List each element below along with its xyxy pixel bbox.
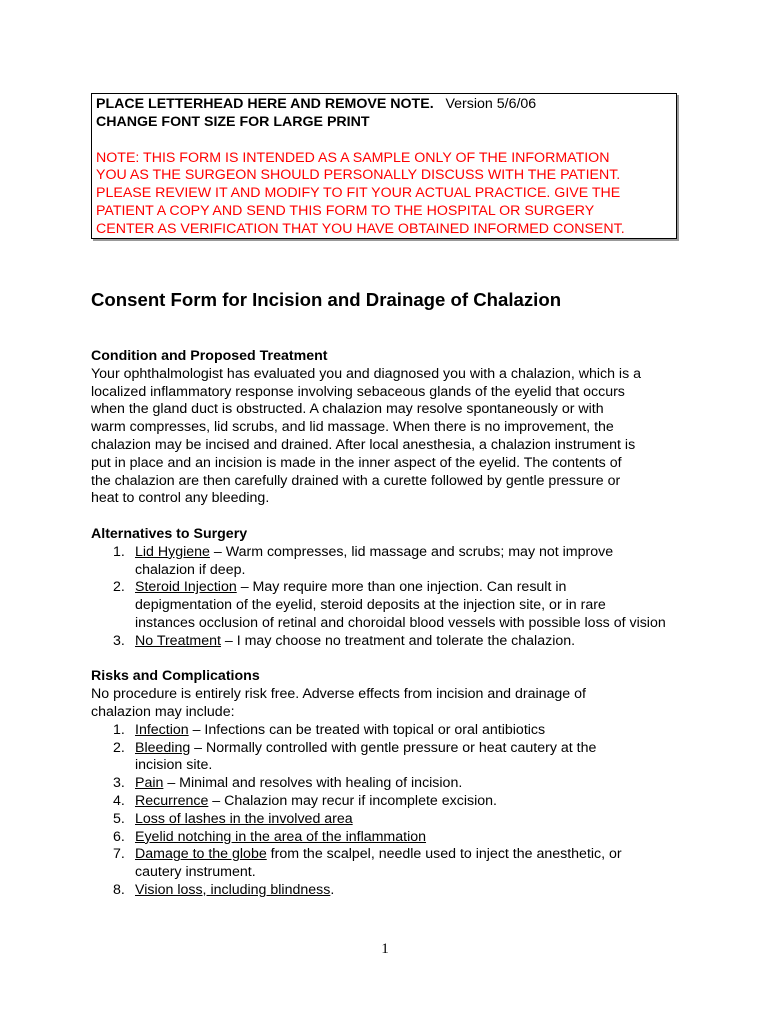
- list-item-term: Pain: [135, 775, 164, 792]
- list-item: 4. Recurrence – Chalazion may recur if incomplete excision.: [113, 792, 497, 809]
- sample-form-note: [96, 150, 676, 239]
- list-item-term: Damage to the globe: [135, 846, 267, 863]
- letterhead-line: PLACE LETTERHEAD HERE AND REMOVE NOTE. Version 5/6/06: [96, 96, 537, 112]
- list-item-term: Bleeding: [135, 739, 191, 756]
- condition-heading: Condition and Proposed Treatment: [91, 348, 328, 364]
- risks-list: [91, 722, 691, 900]
- list-item: 2. Bleeding – Normally controlled with gentle pressure or heat cautery at the incision site.: [113, 739, 597, 774]
- page-title: Consent Form for Incision and Drainage of Chalazion: [91, 289, 562, 310]
- note-line: YOU AS THE SURGEON SHOULD PERSONALLY DISCUSS WITH THE PATIENT.: [96, 167, 621, 184]
- list-item: 1. Lid Hygiene – Warm compresses, lid massage and scrubs; may not improve chalazion if deep.: [113, 543, 614, 578]
- list-item-term: Lid Hygiene: [135, 543, 210, 560]
- note-line: CENTER AS VERIFICATION THAT YOU HAVE OBTAINED INFORMED CONSENT.: [96, 220, 625, 237]
- list-item-term: Infection: [135, 721, 189, 738]
- document-body: [91, 348, 691, 900]
- list-item-term: Steroid Injection: [135, 579, 237, 596]
- list-item-term: No Treatment: [135, 632, 221, 649]
- list-item-term: Vision loss, including blindness: [135, 881, 331, 898]
- version-label: Version 5/6/06: [445, 96, 537, 112]
- list-item: 1. Infection – Infections can be treated with topical or oral antibiotics: [113, 721, 546, 738]
- font-size-line: CHANGE FONT SIZE FOR LARGE PRINT: [96, 113, 370, 130]
- list-item: 7. Damage to the globe from the scalpel, needle used to inject the anesthetic, or cautery instrument.: [113, 846, 622, 881]
- list-item: 3. No Treatment – I may choose no treatment and tolerate the chalazion.: [113, 632, 576, 649]
- risks-heading: Risks and Complications: [91, 668, 260, 685]
- list-item: 5. Loss of lashes in the involved area: [113, 810, 353, 827]
- list-item-term: Recurrence: [135, 792, 209, 809]
- page-number: 1: [381, 941, 389, 957]
- list-item: 6. Eyelid notching in the area of the inflammation: [113, 828, 427, 845]
- instruction-note-box: [91, 93, 677, 239]
- list-item-term: Loss of lashes in the involved area: [135, 810, 353, 827]
- condition-paragraph: Your ophthalmologist has evaluated you and diagnosed you with a chalazion, which is a localized inflammatory response involving sebaceous glands of the eyelid that occurs when the gland duct is obstructed. A chalazion may resolve spontaneously or with warm compresses, lid scrubs, and lid massage. When there is no improvement, the chalazion may be incised and drained. After local anesthesia, a chalazion instrument is put in place and an incision is made in the inner aspect of the eyelid. The contents of the chalazion are then carefully drained with a curette followed by gentle pressure or heat to control any bleeding.: [91, 365, 641, 507]
- alternatives-list: [91, 544, 691, 651]
- list-item-term: Eyelid notching in the area of the inflammation: [135, 828, 427, 845]
- list-item: 8. Vision loss, including blindness.: [113, 881, 335, 898]
- alternatives-heading: Alternatives to Surgery: [91, 525, 248, 542]
- list-item: 2. Steroid Injection – May require more than one injection. Can result in depigmentation of the eyelid, steroid deposits at the injection site, or in rare instances occlusion of retinal and choroidal blood vessels with possible loss of vision: [113, 579, 666, 631]
- note-line: PATIENT A COPY AND SEND THIS FORM TO THE HOSPITAL OR SURGERY: [96, 202, 595, 219]
- note-line: NOTE: THIS FORM IS INTENDED AS A SAMPLE ONLY OF THE INFORMATION: [96, 149, 610, 166]
- note-line: PLEASE REVIEW IT AND MODIFY TO FIT YOUR ACTUAL PRACTICE. GIVE THE: [96, 185, 621, 202]
- list-item: 3. Pain – Minimal and resolves with healing of incision.: [113, 775, 463, 792]
- risks-intro: No procedure is entirely risk free. Adverse effects from incision and drainage of chalazion may include:: [91, 686, 586, 720]
